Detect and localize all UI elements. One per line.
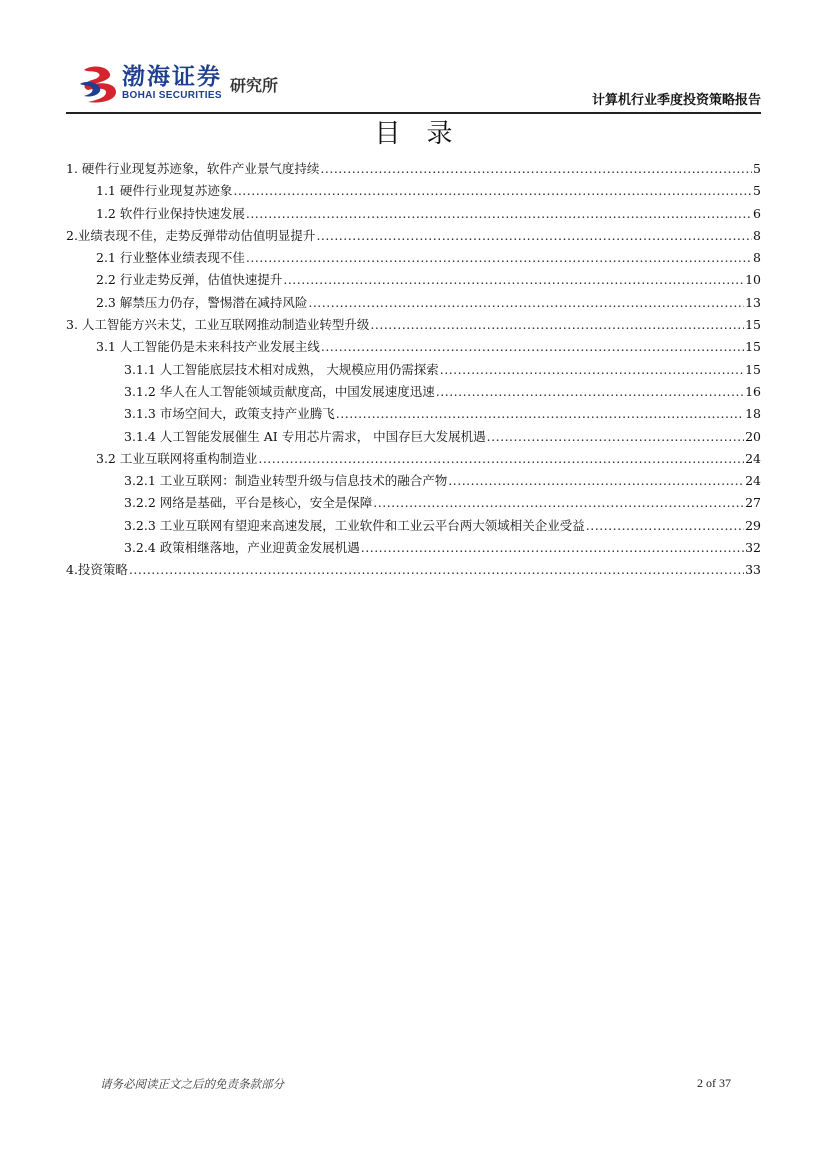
- toc-dot-leader: [586, 515, 744, 537]
- report-title: 计算机行业季度投资策略报告: [591, 93, 761, 108]
- toc-entry[interactable]: [66, 537, 761, 559]
- toc-entry-page: 20: [745, 428, 761, 444]
- toc-entry-page: 15: [745, 317, 761, 333]
- toc-entry-page: 5: [753, 161, 761, 176]
- bohai-logo-icon: [78, 64, 120, 104]
- toc-dot-leader: [129, 559, 744, 581]
- toc-entry-title: 1. 硬件行业现复苏迹象，软件产业景气度持续: [66, 161, 320, 176]
- toc-entry[interactable]: [66, 314, 761, 336]
- toc-entry-title: 3.2.4 政策相继落地，产业迎黄金发展机遇: [124, 540, 360, 556]
- toc-entry[interactable]: [66, 515, 761, 537]
- toc-dot-leader: [308, 292, 744, 314]
- toc-entry-page: 15: [745, 339, 761, 355]
- toc-dot-leader: [370, 314, 744, 336]
- toc-entry-page: 6: [753, 205, 761, 221]
- toc-entry-title: 3.2.3 工业互联网有望迎来高速发展，工业软件和工业云平台两大领域相关企业受益: [124, 517, 585, 533]
- toc-entry-title: 1.2 软件行业保持快速发展: [96, 205, 245, 221]
- toc-title: 目录: [374, 119, 479, 149]
- toc-entry[interactable]: [66, 492, 761, 514]
- toc-entry[interactable]: [66, 359, 761, 381]
- toc-entry-page: 18: [745, 406, 761, 422]
- toc-entry-page: 24: [745, 473, 761, 489]
- toc-entry-title: 2.1 行业整体业绩表现不佳: [96, 250, 245, 266]
- toc-entry-page: 5: [753, 183, 761, 199]
- toc-dot-leader: [283, 269, 744, 291]
- toc-entry-page: 27: [745, 495, 761, 511]
- toc-dot-leader: [361, 537, 744, 559]
- toc-entry[interactable]: [66, 381, 761, 403]
- toc-dot-leader: [487, 426, 744, 448]
- toc-entry-title: 3.1.2 华人在人工智能领域贡献度高，中国发展速度迅速: [124, 383, 435, 399]
- toc-entry[interactable]: [66, 448, 761, 470]
- toc-entry-page: 10: [745, 272, 761, 288]
- toc-entry-title: 2.业绩表现不佳，走势反弹带动估值明显提升: [66, 227, 316, 243]
- disclaimer-note: 请务必阅读正文之后的免责条款部分: [100, 1077, 284, 1091]
- toc-entry-page: 15: [745, 361, 761, 377]
- toc-entry[interactable]: [66, 203, 761, 225]
- toc-dot-leader: [320, 158, 752, 180]
- toc-dot-leader: [448, 470, 744, 492]
- toc-entry-title: 3.2.1 工业互联网：制造业转型升级与信息技术的融合产物: [124, 473, 448, 489]
- toc-entry[interactable]: [66, 336, 761, 358]
- page-header: [0, 0, 827, 118]
- toc-dot-leader: [440, 359, 744, 381]
- toc-dot-leader: [258, 448, 744, 470]
- toc-dot-leader: [321, 336, 744, 358]
- toc-entry[interactable]: [66, 292, 761, 314]
- toc-entry[interactable]: [66, 559, 761, 581]
- table-of-contents: [66, 158, 761, 582]
- toc-entry-page: 32: [745, 540, 761, 556]
- toc-entry-page: 8: [753, 227, 761, 243]
- toc-entry[interactable]: [66, 403, 761, 425]
- toc-entry-page: 33: [745, 562, 761, 578]
- header-divider: [66, 112, 761, 114]
- department-label: 研究所: [230, 76, 279, 95]
- toc-entry-title: 3.1.3 市场空间大，政策支持产业腾飞: [124, 406, 335, 422]
- toc-entry-title: 3.1.4 人工智能发展催生 AI 专用芯片需求， 中国存巨大发展机遇: [124, 428, 486, 444]
- brand-name-en: BOHAI SECURITIES: [122, 90, 222, 101]
- toc-entry-title: 3.1 人工智能仍是未来科技产业发展主线: [96, 339, 320, 355]
- toc-dot-leader: [246, 247, 752, 269]
- toc-entry-title: 1.1 硬件行业现复苏迹象: [96, 183, 233, 199]
- toc-entry[interactable]: [66, 247, 761, 269]
- toc-dot-leader: [316, 225, 752, 247]
- toc-dot-leader: [373, 492, 744, 514]
- toc-entry-title: 3.2 工业互联网将重构制造业: [96, 450, 258, 466]
- toc-entry[interactable]: [66, 470, 761, 492]
- toc-entry-page: 16: [745, 383, 761, 399]
- toc-entry-title: 3.2.2 网络是基础，平台是核心，安全是保障: [124, 495, 373, 511]
- toc-dot-leader: [233, 180, 752, 202]
- toc-entry-page: 24: [745, 450, 761, 466]
- brand-name-cn: 渤海证券: [122, 64, 222, 90]
- toc-dot-leader: [436, 381, 744, 403]
- toc-entry-title: 3. 人工智能方兴未艾，工业互联网推动制造业转型升级: [66, 317, 370, 333]
- toc-entry-title: 4.投资策略: [66, 562, 128, 578]
- toc-entry-title: 3.1.1 人工智能底层技术相对成熟， 大规模应用仍需探索: [124, 361, 439, 377]
- toc-entry[interactable]: [66, 269, 761, 291]
- toc-entry-page: 8: [753, 250, 761, 266]
- toc-entry-title: 2.2 行业走势反弹，估值快速提升: [96, 272, 283, 288]
- toc-entry-page: 13: [745, 294, 761, 310]
- toc-dot-leader: [246, 203, 752, 225]
- page-number: 2 of 37: [697, 1076, 731, 1090]
- toc-entry[interactable]: [66, 426, 761, 448]
- toc-dot-leader: [336, 403, 744, 425]
- toc-entry[interactable]: [66, 158, 761, 180]
- toc-entry-title: 2.3 解禁压力仍存，警惕潜在减持风险: [96, 294, 308, 310]
- toc-entry[interactable]: [66, 180, 761, 202]
- toc-entry[interactable]: [66, 225, 761, 247]
- toc-entry-page: 29: [745, 517, 761, 533]
